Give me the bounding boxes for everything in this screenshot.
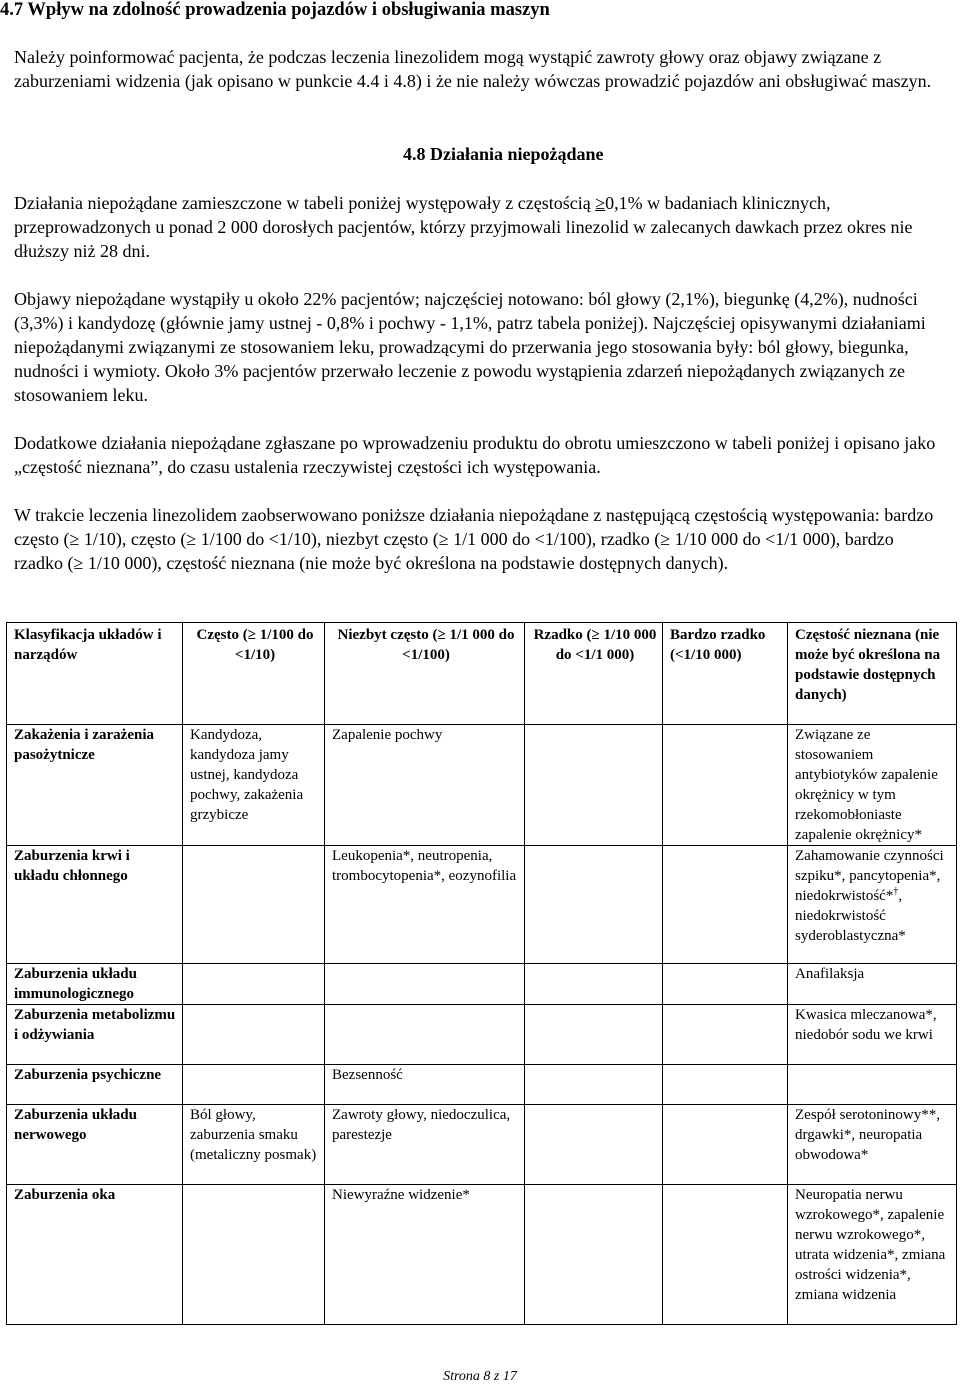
adverse-effects-table	[6, 622, 957, 1325]
table-cell	[525, 1105, 663, 1185]
table-cell-organ-class: Zaburzenia układu immunologicznego	[7, 964, 183, 1005]
table-cell	[525, 964, 663, 1005]
table-cell	[183, 1065, 325, 1105]
table-cell-organ-class: Zakażenia i zarażenia pasożytnicze	[7, 725, 183, 846]
table-cell	[663, 964, 788, 1005]
table-row	[7, 725, 957, 846]
table-row	[7, 1065, 957, 1105]
table-row	[7, 1005, 957, 1065]
table-cell-organ-class: Zaburzenia metabolizmu i odżywiania	[7, 1005, 183, 1065]
table-cell: Kandydoza, kandydoza jamy ustnej, kandydoza pochwy, zakażenia grzybicze	[183, 725, 325, 846]
section-heading-4-7: 4.7 Wpływ na zdolność prowadzenia pojazdów i obsługiwania maszyn	[0, 0, 550, 20]
paragraph-frequency-intro	[14, 191, 939, 263]
table-cell: Kwasica mleczanowa*, niedobór sodu we krwi	[788, 1005, 957, 1065]
table-cell: Zapalenie pochwy	[325, 725, 525, 846]
table-row	[7, 1185, 957, 1325]
paragraph-frequency-definitions: W trakcie leczenia linezolidem zaobserwowano poniższe działania niepożądane z następującą częstością występowania: bardzo często (≥ 1/10), często (≥ 1/100 do <1/10), niezbyt często (≥ 1/1 000 do <1/100), rzadko (≥ 1/10 000 do <1/1 000), bardzo rzadko (≥ 1/10 000), częstość nieznana (nie może być określona na podstawie dostępnych danych).	[14, 505, 934, 573]
table-cell: Bezsenność	[325, 1065, 525, 1105]
ge-symbol: ≥	[595, 193, 606, 213]
header-cell-very-rare: Bardzo rzadko (<1/10 000)	[663, 623, 788, 725]
table-cell: Niewyraźne widzenie*	[325, 1185, 525, 1325]
table-cell: Zawroty głowy, niedoczulica, parestezje	[325, 1105, 525, 1185]
table-cell	[325, 964, 525, 1005]
table-cell	[525, 1185, 663, 1325]
table-cell: Związane ze stosowaniem antybiotyków zapalenie okrężnicy w tym rzekomobłoniaste zapalenie okrężnicy*	[788, 725, 957, 846]
table-cell	[663, 1185, 788, 1325]
table-cell	[788, 1065, 957, 1105]
table-cell	[663, 846, 788, 964]
section-title-4-8: 4.8 Działania niepożądane	[403, 144, 604, 164]
table-cell	[325, 1005, 525, 1065]
table-row	[7, 964, 957, 1005]
intro-paragraph: Należy poinformować pacjenta, że podczas leczenia linezolidem mogą wystąpić zawroty głowy oraz objawy związane z zaburzeniami widzenia (jak opisano w punkcie 4.4 i 4.8) i że nie należy wówczas prowadzić pojazdów ani obsługiwać maszyn.	[14, 47, 932, 91]
page-number-footer: Strona 8 z 17	[443, 1369, 517, 1384]
table-cell	[183, 1185, 325, 1325]
table-cell: Ból głowy, zaburzenia smaku (metaliczny posmak)	[183, 1105, 325, 1185]
table-cell: Leukopenia*, neutropenia, trombocytopenia*, eozynofilia	[325, 846, 525, 964]
table-cell	[663, 1005, 788, 1065]
table-cell	[663, 1065, 788, 1105]
header-cell-common: Często (≥ 1/100 do <1/10)	[183, 623, 325, 725]
table-cell	[663, 725, 788, 846]
table-cell	[183, 1005, 325, 1065]
paragraph-text: Działania niepożądane zamieszczone w tabeli poniżej występowały z częstością	[14, 193, 596, 213]
table-cell-organ-class: Zaburzenia układu nerwowego	[7, 1105, 183, 1185]
table-cell	[525, 1005, 663, 1065]
table-cell-organ-class: Zaburzenia psychiczne	[7, 1065, 183, 1105]
header-cell-organ-class: Klasyfikacja układów i narządów	[7, 623, 183, 725]
paragraph-adverse-summary: Objawy niepożądane wystąpiły u około 22% pacjentów; najczęściej notowano: ból głowy (2,1%), biegunkę (4,2%), nudności (3,3%) i kandydozę (głównie jamy ustnej - 0,8% i pochwy - 1,1%, patrz tabela poniżej). Najczęściej opisywanymi działaniami niepożądanymi związanymi ze stosowaniem leku, prowadzącymi do przerwania jego stosowania były: ból głowy, biegunka, nudności i wymioty. Około 3% pacjentów przerwało leczenie z powodu wystąpienia zdarzeń niepożądanych związanych ze stosowaniem leku.	[14, 289, 926, 405]
table-cell: Anafilaksja	[788, 964, 957, 1005]
table-header-row	[7, 623, 957, 725]
header-cell-uncommon: Niezbyt często (≥ 1/1 000 do <1/100)	[325, 623, 525, 725]
paragraph-postmarketing: Dodatkowe działania niepożądane zgłaszane po wprowadzeniu produktu do obrotu umieszczono w tabeli poniżej i opisano jako „częstość nieznana”, do czasu ustalenia rzeczywistej częstości ich występowania.	[14, 433, 936, 477]
table-cell	[183, 964, 325, 1005]
header-cell-rare: Rzadko (≥ 1/10 000 do <1/1 000)	[525, 623, 663, 725]
table-cell	[525, 1065, 663, 1105]
table-cell-organ-class: Zaburzenia oka	[7, 1185, 183, 1325]
table-cell	[663, 1105, 788, 1185]
table-cell: Zespół serotoninowy**, drgawki*, neuropatia obwodowa*	[788, 1105, 957, 1185]
paragraph-text: 0,1% w badaniach klinicznych, przeprowadzonych u ponad 2 000 dorosłych pacjentów, którzy przyjmowali linezolid w zalecanych dawkach przez okres nie dłuższy niż 28 dni.	[14, 193, 913, 261]
table-cell: Neuropatia nerwu wzrokowego*, zapalenie nerwu wzrokowego*, utrata widzenia*, zmiana ostrości widzenia*, zmiana widzenia	[788, 1185, 957, 1325]
table-cell	[183, 846, 325, 964]
table-row	[7, 1105, 957, 1185]
table-cell	[525, 725, 663, 846]
table-cell: Zahamowanie czynności szpiku*, pancytopenia*, niedokrwistość*†, niedokrwistość syderoblastyczna*	[788, 846, 957, 964]
table-cell	[525, 846, 663, 964]
header-cell-unknown: Częstość nieznana (nie może być określona na podstawie dostępnych danych)	[788, 623, 957, 725]
table-cell-organ-class: Zaburzenia krwi i układu chłonnego	[7, 846, 183, 964]
table-row	[7, 846, 957, 964]
